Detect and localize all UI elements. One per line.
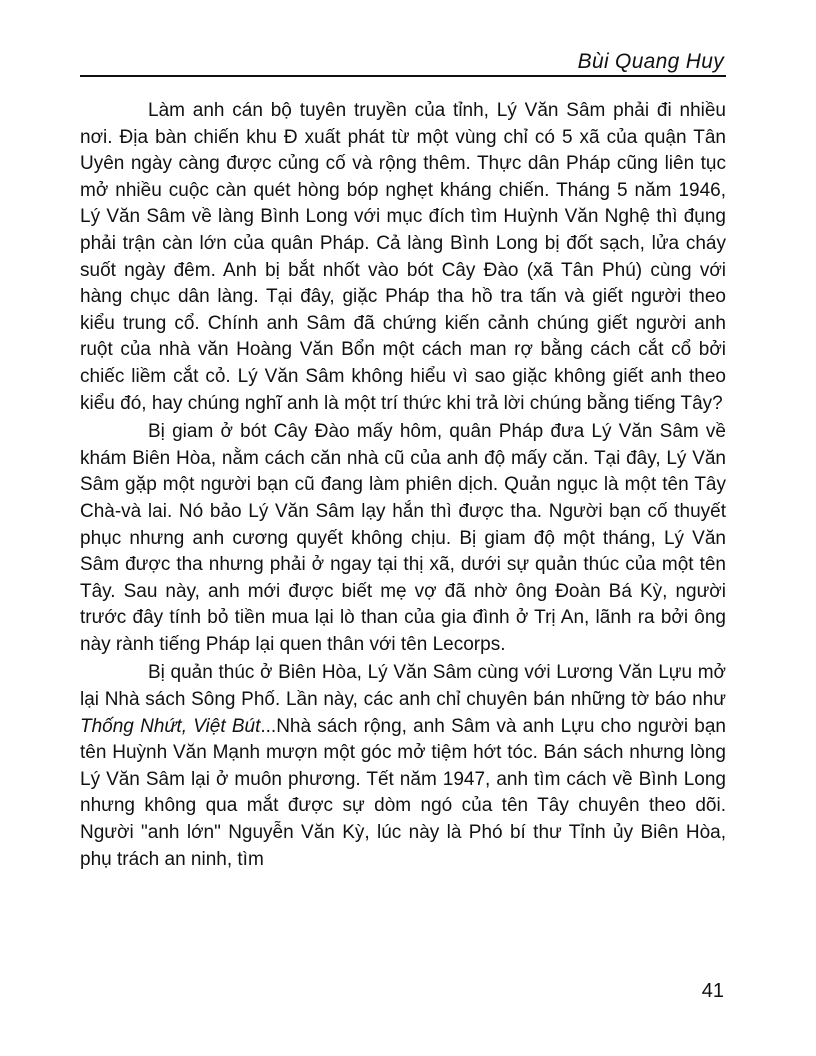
paragraph-3-text-start: Bị quản thúc ở Biên Hòa, Lý Văn Sâm cùng với Lương Văn Lựu mở lại Nhà sách Sông Phố. Lần này, các anh chỉ chuyên bán những tờ báo như [80, 662, 726, 711]
newspaper-titles: Thống Nhứt, Việt Bút [80, 715, 261, 737]
paragraph-1 [80, 98, 726, 417]
running-header-author: Bùi Quang Huy [577, 50, 724, 73]
paragraph-1-text: Làm anh cán bộ tuyên truyền của tỉnh, Lý Văn Sâm phải đi nhiều nơi. Địa bàn chiến khu Đ xuất phát từ một vùng chỉ có 5 xã của quận Tân Uyên ngày càng được củng cố và rộng thêm. Thực dân Pháp cũng liên tục mở nhiều cuộc càn quét hòng bóp nghẹt kháng chiến. Tháng 5 năm 1946, Lý Văn Sâm về làng Bình Long với mục đích tìm Huỳnh Văn Nghệ thì đụng phải trận càn lớn của quân Pháp. Cả làng Bình Long bị đốt sạch, lửa cháy suốt ngày đêm. Anh bị bắt nhốt vào bót Cây Đào (xã Tân Phú) cùng với hàng chục dân làng. Tại đây, giặc Pháp tha hồ tra tấn và giết người theo kiểu trung cổ. Chính anh Sâm đã chứng kiến cảnh chúng giết người anh ruột của nhà văn Hoàng Văn Bổn một cách man rợ bằng cách cắt cổ bởi chiếc liềm cắt cỏ. Lý Văn Sâm không hiểu vì sao giặc không giết anh theo kiểu đó, hay chúng nghĩ anh là một trí thức khi trả lời chúng bằng tiếng Tây? [80, 100, 726, 414]
paragraph-2-text: Bị giam ở bót Cây Đào mấy hôm, quân Pháp đưa Lý Văn Sâm về khám Biên Hòa, nằm cách căn nhà cũ của anh độ mấy căn. Tại đây, Lý Văn Sâm gặp một người bạn cũ đang làm phiên dịch. Quản ngục là một tên Tây Chà-và lai. Nó bảo Lý Văn Sâm lạy hắn thì được tha. Người bạn cố thuyết phục nhưng anh cương quyết không chịu. Bị giam độ một tháng, Lý Văn Sâm được tha nhưng phải ở ngay tại thị xã, dưới sự quản thúc của một tên Tây. Sau này, anh mới được biết mẹ vợ đã nhờ ông Đoàn Bá Kỳ, người trước đây tính bỏ tiền mua lại lò than của gia đình ở Trị An, lãnh ra bởi ông này rành tiếng Pháp lại quen thân với tên Lecorps. [80, 421, 726, 655]
paragraph-3 [80, 660, 726, 873]
paragraph-3-text-end: ...Nhà sách rộng, anh Sâm và anh Lựu cho người bạn tên Huỳnh Văn Mạnh mượn một góc mở tiệm hớt tóc. Bán sách nhưng lòng Lý Văn Sâm lại ở muôn phương. Tết năm 1947, anh tìm cách về Bình Long nhưng không qua mắt được sự dòm ngó của tên Tây chuyên theo dõi. Người "anh lớn" Nguyễn Văn Kỳ, lúc này là Phó bí thư Tỉnh ủy Biên Hòa, phụ trách an ninh, tìm [80, 715, 726, 870]
header-rule [80, 75, 726, 77]
paragraph-2 [80, 419, 726, 658]
page-number: 41 [701, 980, 724, 1002]
body-text [80, 98, 726, 875]
